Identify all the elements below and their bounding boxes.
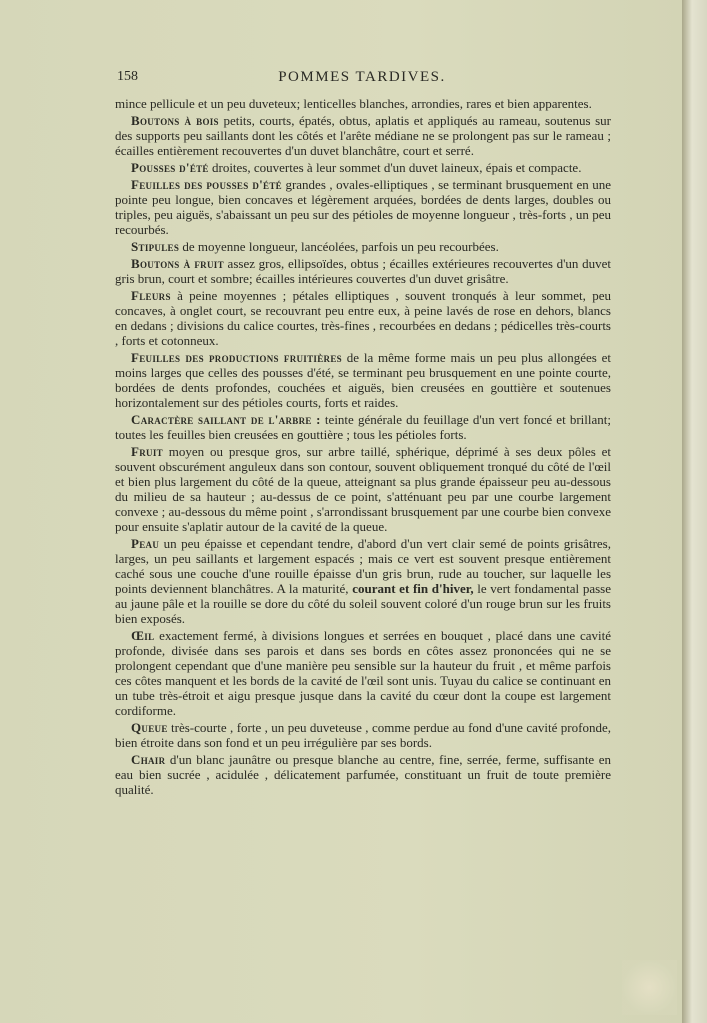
paragraph-term: Boutons à bois — [131, 113, 219, 128]
paragraph-text: grandes , ovales-elliptiques , se terminant brusquement en une pointe peu longue, bien concaves et légèrement arquées, bordées de dents larges, doubles ou triples, peu aiguës, s'abaissant un peu sur des pétioles de moyenne longueur , très-forts , un peu recourbés. — [115, 177, 611, 237]
paragraph-text: à peine moyennes ; pétales elliptiques , souvent tronqués à leur sommet, peu concaves, à onglet court, se recouvrant peu entre eux, à peine lavés de rose en dehors, blancs en dedans ; divisions du calice courtes, très-fines , recourbées en dedans ; pédicelles très-courts , forts et cotonneux. — [115, 288, 611, 348]
paragraph-feuilles-pousses — [115, 177, 611, 237]
paragraph-text-after: le vert fondamental passe au jaune pâle et la rouille se dore du côté du soleil souvent coloré d'un rouge brun sur les fruits bien exposés. — [115, 581, 611, 626]
paragraph-term: Pousses d'été — [131, 160, 209, 175]
paragraph-peau — [115, 536, 611, 626]
paragraph-text: droites, couvertes à leur sommet d'un duvet laineux, épais et compacte. — [208, 160, 582, 175]
paragraph-fleurs — [115, 288, 611, 348]
paragraph-text: moyen ou presque gros, sur arbre taillé, sphérique, déprimé à ses deux pôles et souvent obscurément anguleux dans son contour, souvent obliquement tronqué du côté de l'œil et bien plus largement du côté de la queue, atteignant sa plus grande épaisseur peu au-dessous du milieu de sa hauteur ; au-dessus de ce point, s'atténuant peu par une courbe largement convexe ; au-dessous du même point , s'arrondissant brusquement par une courbe bien convexe pour ensuite s'aplatir autour de la cavité de la queue. — [115, 444, 611, 534]
paragraph-oeil — [115, 628, 611, 718]
paragraph-term: Caractère saillant de l'arbre : — [131, 412, 321, 427]
paragraph-text: mince pellicule et un peu duveteux; lenticelles blanches, arrondies, rares et bien apparentes. — [115, 96, 592, 111]
paragraph-caractere — [115, 412, 611, 442]
paragraph-text: très-courte , forte , un peu duveteuse , comme perdue au fond d'une cavité profonde, bien étroite dans son fond et un peu irrégulière par ses bords. — [115, 720, 611, 750]
paper-stain — [622, 960, 677, 1015]
paragraph-chair — [115, 752, 611, 797]
paragraph-text: petits, courts, épatés, obtus, aplatis et appliqués au rameau, soutenus sur des supports peu saillants dont les côtés et l'arête médiane ne se prolongent pas sur le rameau ; écailles entièrement recouvertes d'un duvet blanchâtre, court et serré. — [115, 113, 612, 158]
paragraph-text: exactement fermé, à divisions longues et serrées en bouquet , placé dans une cavité profonde, divisée dans ses parois et dans ses bords en côtes assez prononcées qui ne se prolongent cependant que d'une manière peu sensible sur la hauteur du fruit , et même parfois ces côtes manquent et les bords de la cavité de l'œil sont unis. Tuyau du calice se continuant en un tube très-étroit et aigu presque jusque dans la cavité du cœur dont la coupe est largement cordiforme. — [115, 628, 611, 718]
paragraph-term: Stipules — [131, 239, 180, 254]
paragraph-fruit — [115, 444, 611, 534]
paragraph-term: Queue — [131, 720, 168, 735]
running-title: POMMES TARDIVES. — [278, 69, 446, 85]
paragraph-text: de moyenne longueur, lancéolées, parfois un peu recourbées. — [179, 239, 499, 254]
paragraph-term: Peau — [131, 536, 160, 551]
paragraph-highlight: courant et fin d'hiver, — [352, 581, 474, 596]
book-edge — [682, 0, 707, 1023]
paragraph-queue — [115, 720, 611, 750]
paragraph-text: de la même forme mais un peu plus allongées et moins larges que celles des pousses d'été, se terminant peu brusquement en une pointe courte, bordées de dents profondes, couchées et aiguës, bien creusées en gouttière et soutenues horizontalement sur des pétioles courts, forts et raides. — [115, 350, 611, 410]
page-number: 158 — [117, 69, 138, 84]
paragraph-term: Feuilles des productions fruitières — [131, 350, 342, 365]
paragraph-continuation — [115, 96, 611, 111]
paragraph-boutons-a-fruit — [115, 256, 611, 286]
paragraph-term: Boutons à fruit — [131, 256, 224, 271]
page-header — [117, 68, 607, 88]
paragraph-term: Chair — [131, 752, 166, 767]
paragraph-term: Fruit — [131, 444, 163, 459]
paragraph-text: un peu épaisse et cependant tendre, d'abord d'un vert clair semé de points grisâtres, larges, un peu saillants et largement espacés ; mais ce vert est souvent presque entièrement caché sous une couche d'une rouille épaisse d'un gris brun, rude au toucher, sur laquelle les points deviennent blanchâtres. A la maturité, — [115, 536, 611, 596]
paragraph-text: d'un blanc jaunâtre ou presque blanche au centre, fine, serrée, ferme, suffisante en eau bien sucrée , acidulée , délicatement parfumée, constituant un fruit de toute première qualité. — [115, 752, 611, 797]
paragraph-boutons-a-bois — [115, 113, 611, 158]
paragraph-text: assez gros, ellipsoïdes, obtus ; écailles extérieures recouvertes d'un duvet gris brun, court et sombre; écailles intérieures couvertes d'un duvet grisâtre. — [115, 256, 611, 286]
paragraph-stipules — [115, 239, 611, 254]
paragraph-term: Œil — [131, 628, 155, 643]
paragraph-term: Fleurs — [131, 288, 171, 303]
paragraph-term: Feuilles des pousses d'été — [131, 177, 282, 192]
page-body — [115, 96, 611, 799]
paragraph-feuilles-productions — [115, 350, 611, 410]
paragraph-text: teinte générale du feuillage d'un vert foncé et brillant; toutes les feuilles bien creusées en gouttière ; tous les pétioles forts. — [115, 412, 611, 442]
paragraph-pousses — [115, 160, 611, 175]
